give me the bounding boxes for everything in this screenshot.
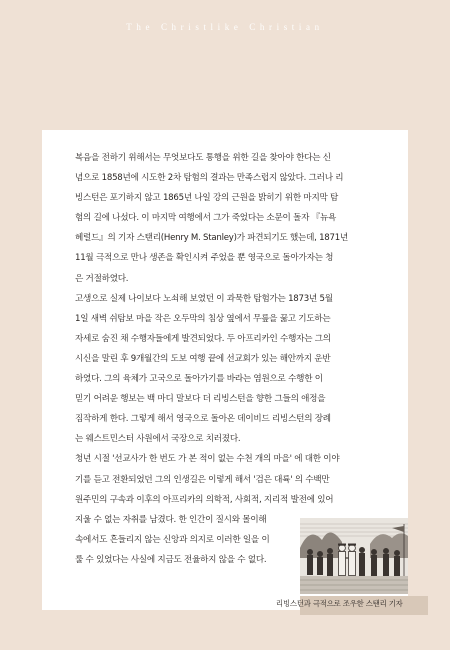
figure-caption: 리빙스턴과 극적으로 조우한 스탠리 기자 xyxy=(276,599,403,608)
text-line: 념으로 1858년에 시도한 2차 탐험의 결과는 만족스럽지 않았다. 그러나 리 xyxy=(75,173,344,184)
text-line: 믿기 어려운 행보는 백 마디 말보다 더 리빙스턴을 향한 그들의 애정을 xyxy=(75,394,326,405)
text-line: 1일 새벽 쉬탐보 마을 작은 오두막의 침상 옆에서 무릎을 꿇고 기도하는 xyxy=(75,313,331,324)
text-line: 기를 듣고 전환되었던 그의 인생길은 이렇게 해서 '검은 대륙' 의 수백만 xyxy=(75,474,330,485)
text-line: 짐작하게 한다. 그렇게 해서 영국으로 돌아온 데이비드 리빙스턴의 장례 xyxy=(75,414,331,425)
paragraph-2 xyxy=(75,289,393,450)
text-line: 지울 수 없는 자취를 남겼다. 한 인간이 질시와 몰이해 xyxy=(75,514,267,525)
text-line: 자세로 숨진 채 수행자들에게 발견되었다. 두 아프리카인 수행자는 그의 xyxy=(75,333,331,344)
text-line: 복음을 전하기 위해서는 무엇보다도 통행을 위한 길을 찾아야 한다는 신 xyxy=(75,153,331,163)
text-line: 험의 길에 나섰다. 이 마지막 여행에서 그가 죽었다는 소문이 돌자 『뉴욕 xyxy=(75,213,337,224)
text-line: 헤럴드』의 기자 스탠리(Henry M. Stanley)가 파견되기도 했는데, 1871년 xyxy=(75,233,349,244)
text-line: 11월 극적으로 만나 생존을 확인시켜 주었을 뿐 영국으로 돌아가자는 청 xyxy=(75,253,334,264)
engraving-illustration xyxy=(300,518,408,594)
text-line: 빙스턴은 포기하지 않고 1865년 나일 강의 근원을 밝히기 위한 마지막 탐 xyxy=(75,193,339,204)
text-line: 원주민의 구속과 이후의 아프리카의 의학적, 사회적, 지리적 발전에 있어 xyxy=(75,494,334,505)
text-line: 시신을 말린 후 9개월간의 도보 여행 끝에 선교회가 있는 해안까지 운반 xyxy=(75,353,331,364)
text-line: 고생으로 실제 나이보다 노쇠해 보였던 이 과묵한 탐험가는 1873년 5월 xyxy=(75,293,333,304)
paragraph-1 xyxy=(75,148,393,289)
engraving-svg xyxy=(300,518,408,594)
text-line: 속에서도 흔들리지 않는 신앙과 의지로 이러한 일을 이 xyxy=(75,534,270,545)
text-line: 은 거절하였다. xyxy=(75,273,129,284)
text-line: 청년 시절 '선교사가 한 번도 가 본 적이 없는 수천 개의 마을' 에 대한 이야 xyxy=(75,454,340,465)
article-body xyxy=(75,148,393,570)
text-line: 하였다. 그의 육체가 고국으로 돌아가기를 바라는 염원으로 수행한 이 xyxy=(75,374,323,385)
running-header-title: The Christlike Christian xyxy=(126,22,324,32)
text-line: 는 웨스트민스터 사원에서 국장으로 치러졌다. xyxy=(75,434,241,445)
text-line: 룰 수 있었다는 사실에 지금도 전율하지 않을 수 없다. xyxy=(75,554,267,565)
